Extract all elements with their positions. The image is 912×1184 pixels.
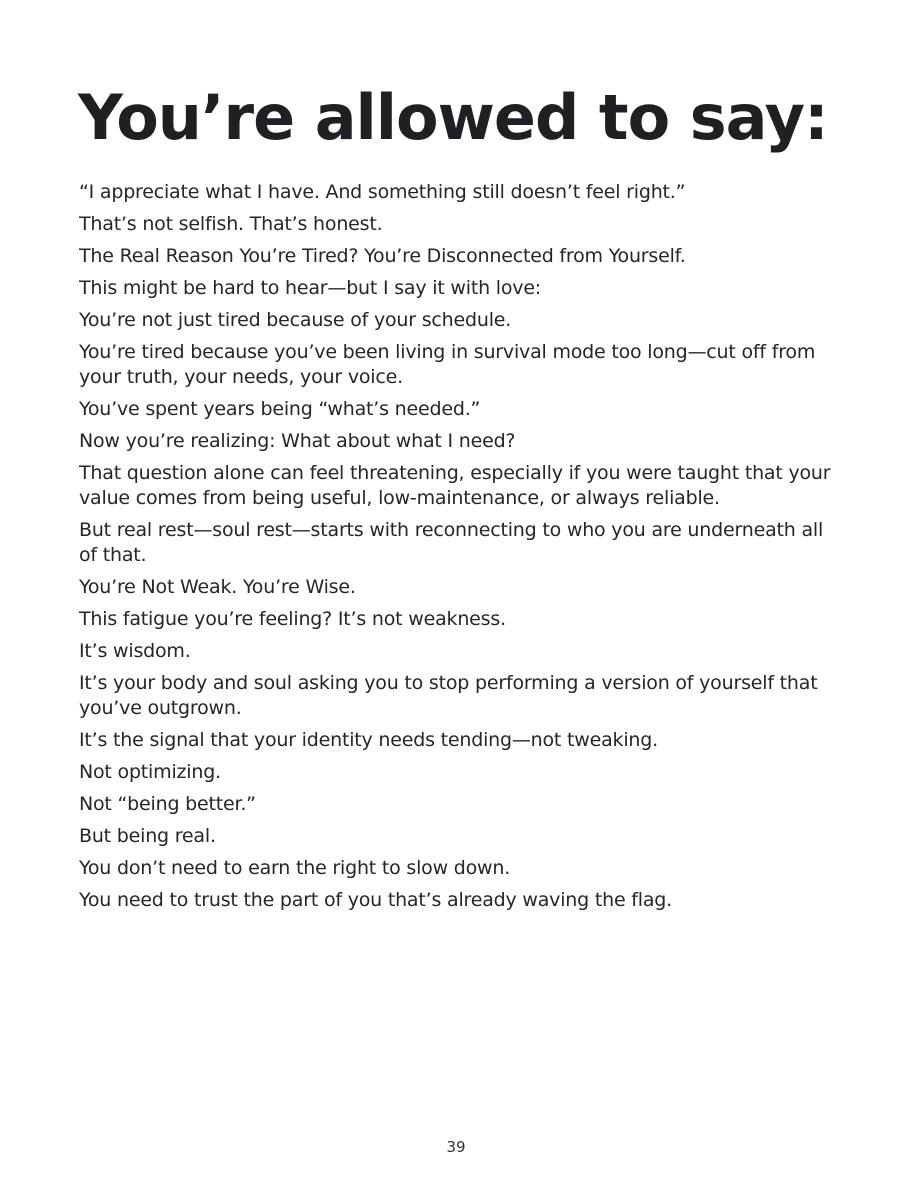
paragraph: Now you’re realizing: What about what I need? [79,430,516,452]
paragraph: You’ve spent years being “what’s needed.” [79,398,481,420]
paragraph: Not optimizing. [79,761,221,783]
body-text [79,180,839,920]
paragraph: It’s your body and soul asking you to stop performing a version of yourself that you’ve outgrown. [79,672,818,719]
paragraph: You don’t need to earn the right to slow down. [79,857,511,879]
paragraph: This might be hard to hear—but I say it with love: [79,277,542,299]
paragraph: You’re Not Weak. You’re Wise. [79,576,356,598]
paragraph: You’re tired because you’ve been living in survival mode too long—cut off from your truth, your needs, your voice. [79,341,816,388]
paragraph: You need to trust the part of you that’s already waving the flag. [79,889,672,911]
paragraph: You’re not just tired because of your schedule. [79,309,512,331]
paragraph: Not “being better.” [79,793,256,815]
paragraph: This fatigue you’re feeling? It’s not weakness. [79,608,506,630]
page-title: You’re allowed to say: [78,81,828,154]
paragraph: But being real. [79,825,216,847]
paragraph: That’s not selfish. That’s honest. [79,213,383,235]
page-number: 39 [446,1138,466,1156]
paragraph: It’s the signal that your identity needs tending—not tweaking. [79,729,658,751]
paragraph: The Real Reason You’re Tired? You’re Disconnected from Yourself. [79,245,686,267]
paragraph: It’s wisdom. [79,640,191,662]
paragraph: “I appreciate what I have. And something still doesn’t feel right.” [79,181,686,203]
paragraph: But real rest—soul rest—starts with reconnecting to who you are underneath all of that. [79,519,824,566]
paragraph: That question alone can feel threatening, especially if you were taught that your value comes from being useful, low-maintenance, or always reliable. [79,462,831,509]
